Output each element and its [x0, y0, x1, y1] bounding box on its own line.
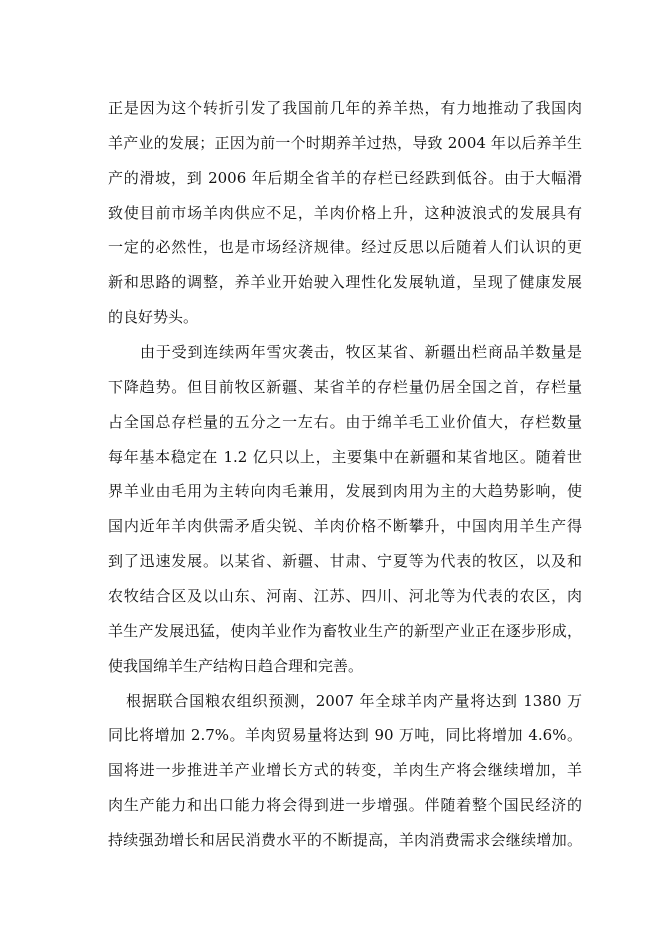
- text-line: 每年基本稳定在 1.2 亿只以上，主要集中在新疆和某省地区。随着世: [108, 447, 582, 466]
- text-line: 同比将增加 2.7%。羊肉贸易量将达到 90 万吨，同比将增加 4.6%。: [108, 726, 582, 745]
- text-line: 到了迅速发展。以某省、新疆、甘肃、宁夏等为代表的牧区，以及和: [108, 552, 582, 571]
- paragraph-1: [108, 91, 582, 335]
- text-line: 肉生产能力和出口能力将会得到进一步增强。伴随着整个国民经济的: [108, 796, 582, 815]
- text-line: 新和思路的调整，养羊业开始驶入理性化发展轨道，呈现了健康发展: [108, 273, 582, 292]
- text-line: 一定的必然性，也是市场经济规律。经过反思以后随着人们认识的更: [108, 238, 582, 257]
- text-line: 下降趋势。但目前牧区新疆、某省羊的存栏量仍居全国之首，存栏量: [108, 377, 582, 396]
- text-line: 致使目前市场羊肉供应不足，羊肉价格上升，这种波浪式的发展具有: [108, 203, 582, 222]
- document-body: [108, 91, 582, 858]
- text-line: 使我国绵羊生产结构日趋合理和完善。: [108, 656, 364, 675]
- text-line: 羊生产发展迅猛，使肉羊业作为畜牧业生产的新型产业正在逐步形成，: [108, 621, 582, 640]
- text-line: 界羊业由毛用为主转向肉毛兼用，发展到肉用为主的大趋势影响，使: [108, 482, 582, 501]
- text-line: 的良好势头。: [108, 308, 199, 327]
- text-line: 根据联合国粮农组织预测，2007 年全球羊肉产量将达到 1380 万: [126, 691, 582, 710]
- paragraph-2: [108, 335, 582, 684]
- text-line: 正是因为这个转折引发了我国前几年的养羊热，有力地推动了我国肉: [108, 99, 582, 117]
- text-line: 由于受到连续两年雪灾袭击，牧区某省、新疆出栏商品羊数量是: [140, 343, 582, 362]
- text-line: 羊产业的发展；正因为前一个时期养羊过热，导致 2004 年以后养羊生: [108, 133, 582, 152]
- text-line: 农牧结合区及以山东、河南、江苏、四川、河北等为代表的农区，肉: [108, 587, 582, 606]
- text-line: 产的滑坡，到 2006 年后期全省羊的存栏已经跌到低谷。由于大幅滑: [108, 168, 582, 187]
- text-line: 占全国总存栏量的五分之一左右。由于绵羊毛工业价值大，存栏数量: [108, 412, 582, 431]
- text-line: 持续强劲增长和居民消费水平的不断提高，羊肉消费需求会继续增加。: [108, 831, 582, 850]
- text-line: 国将进一步推进羊产业增长方式的转变，羊肉生产将会继续增加，羊: [108, 761, 582, 780]
- text-line: 国内近年羊肉供需矛盾尖锐、羊肉价格不断攀升，中国肉用羊生产得: [108, 517, 582, 536]
- paragraph-3: [108, 684, 582, 858]
